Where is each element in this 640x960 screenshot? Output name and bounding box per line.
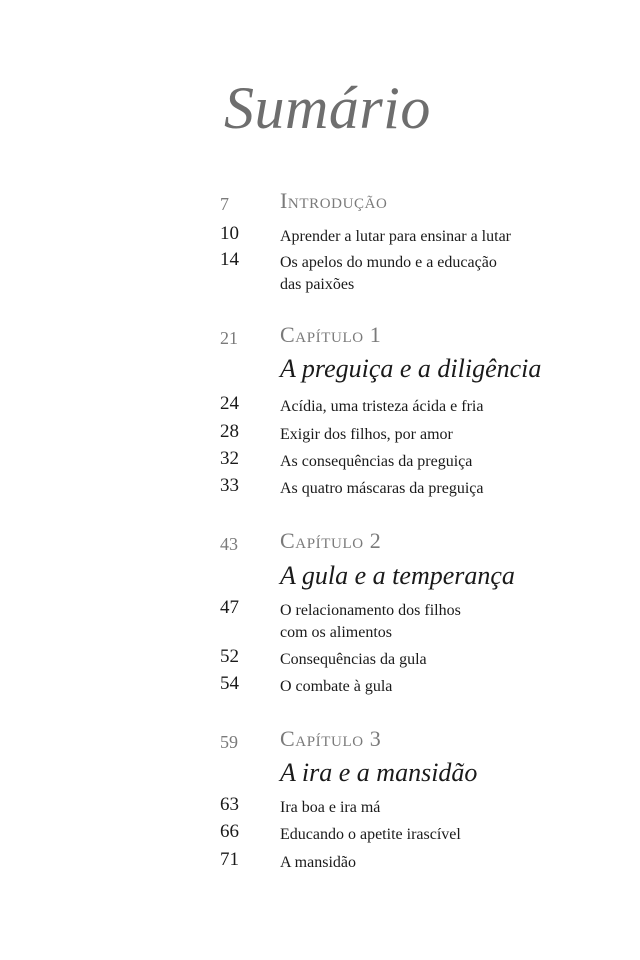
entry-page-number: 14 — [220, 249, 239, 270]
entry-line: Exigir dos filhos, por amor — [280, 426, 453, 443]
chapter-title: A ira e a mansidão — [280, 758, 478, 787]
entry-page-number: 66 — [220, 821, 239, 842]
chapter-1-heading — [0, 322, 640, 352]
entry-page-number: 52 — [220, 646, 239, 667]
chapter-label: Capítulo 1 — [280, 322, 382, 347]
entry-line: As consequências da preguiça — [280, 453, 473, 470]
intro-page-number: 7 — [220, 194, 229, 214]
chapter-3-heading — [0, 726, 640, 756]
entry-title — [280, 451, 540, 473]
entry-line: As quatro máscaras da preguiça — [280, 480, 484, 497]
entry-page-number: 33 — [220, 475, 239, 496]
entry-page-number: 24 — [220, 393, 239, 414]
chapter-label: Capítulo 2 — [280, 528, 382, 553]
entry-line: Aprender a lutar para ensinar a lutar — [280, 228, 511, 245]
entry-line: A mansidão — [280, 854, 356, 871]
chapter-page-number: 43 — [220, 534, 238, 554]
entry-title — [280, 852, 540, 874]
chapter-2-heading — [0, 528, 640, 558]
intro-heading — [0, 188, 640, 218]
entry-title — [280, 824, 540, 846]
chapter-page-number: 21 — [220, 328, 238, 348]
chapter-title: A gula e a temperança — [280, 561, 515, 590]
entry-line: Consequências da gula — [280, 651, 427, 668]
entry-page-number: 71 — [220, 849, 239, 870]
entry-title — [280, 226, 540, 248]
entry-page-number: 63 — [220, 794, 239, 815]
entry-title — [280, 649, 540, 671]
entry-title — [280, 676, 540, 698]
entry-line: com os alimentos — [280, 624, 392, 641]
chapter-label: Capítulo 3 — [280, 726, 382, 751]
chapter-title: A preguiça e a diligência — [280, 354, 542, 383]
entry-page-number: 10 — [220, 223, 239, 244]
entry-title — [280, 478, 540, 500]
chapter-page-number: 59 — [220, 732, 238, 752]
entry-line: Ira boa e ira má — [280, 799, 381, 816]
intro-label: Introdução — [280, 188, 388, 213]
entry-page-number: 28 — [220, 421, 239, 442]
entry-title — [280, 600, 540, 644]
entry-title — [280, 396, 540, 418]
entry-line: Os apelos do mundo e a educação — [280, 254, 497, 271]
entry-title — [280, 424, 540, 446]
entry-line: Acídia, uma tristeza ácida e fria — [280, 398, 484, 415]
entry-line: O relacionamento dos filhos — [280, 602, 461, 619]
entry-page-number: 47 — [220, 597, 239, 618]
entry-title — [280, 797, 540, 819]
entry-line: das paixões — [280, 276, 355, 293]
entry-page-number: 32 — [220, 448, 239, 469]
entry-line: O combate à gula — [280, 678, 393, 695]
entry-page-number: 54 — [220, 673, 239, 694]
entry-title — [280, 252, 540, 296]
entry-line: Educando o apetite irascível — [280, 826, 461, 843]
page-title: Sumário — [224, 75, 431, 141]
